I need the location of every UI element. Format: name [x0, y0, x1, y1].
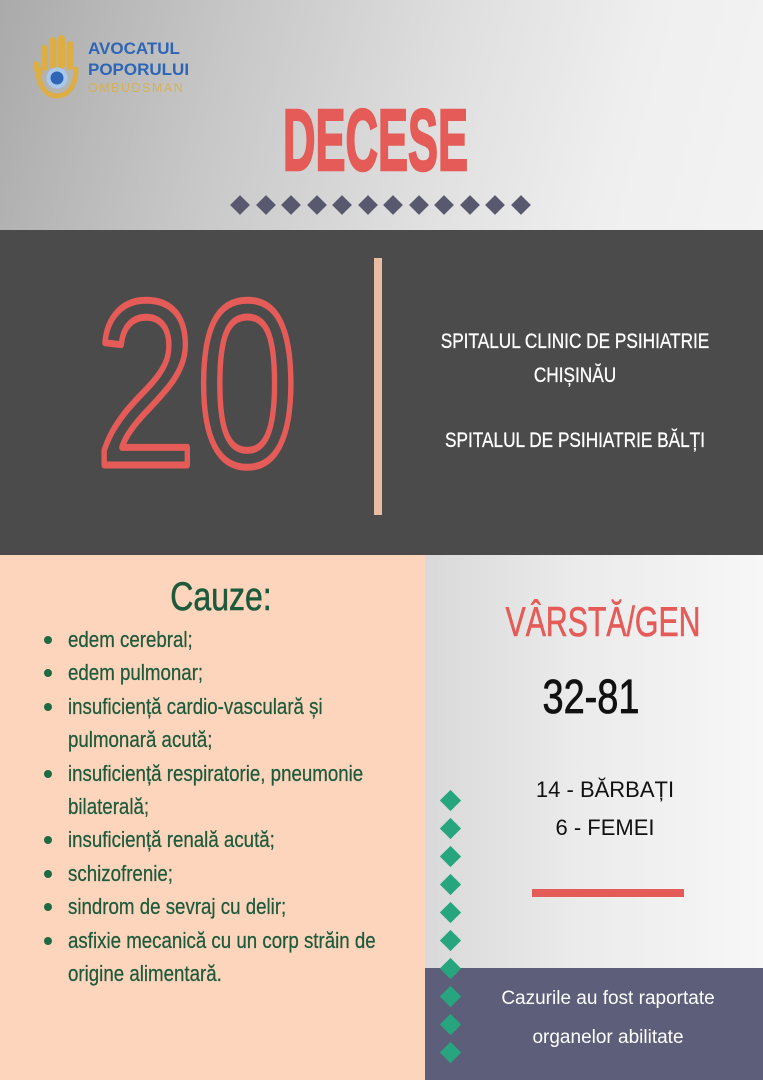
bullet-icon: [44, 836, 52, 844]
list-item: [40, 823, 455, 856]
list-item: [40, 656, 455, 689]
causes-list: [40, 623, 455, 990]
logo-wordmark: [88, 38, 189, 96]
diamond-icon: [511, 195, 531, 215]
gender-breakdown: [450, 771, 760, 847]
diamond-icon: [440, 790, 461, 811]
bullet-icon: [44, 770, 52, 778]
reporting-note: Cazurile au fost raportate organelor abilitate: [501, 988, 715, 1048]
causes-heading: Cauze:: [170, 575, 272, 619]
vertical-divider: [374, 258, 382, 515]
women-count: 6 - FEMEI: [555, 815, 655, 840]
death-count: 20: [95, 252, 298, 516]
bullet-icon: [44, 669, 52, 677]
diamond-icon: [358, 195, 378, 215]
accent-underline: [532, 889, 684, 897]
hospital-name-chisinau: SPITALUL CLINIC DE PSIHIATRIE CHIȘINĂU: [440, 330, 710, 387]
bullet-icon: [44, 636, 52, 644]
cause-text: edem cerebral;: [68, 627, 193, 652]
list-item: [40, 857, 455, 890]
reporting-note-box: [425, 968, 763, 1080]
diamond-icon: [440, 958, 461, 979]
logo-line-ombudsman: OMBUDSMAN: [88, 81, 185, 95]
cause-text: schizofrenie;: [68, 860, 173, 886]
diamond-icon: [383, 195, 403, 215]
logo-line-poporului: POPORULUI: [88, 60, 190, 79]
title-graphic: [0, 90, 763, 190]
diamond-icon: [460, 195, 480, 215]
header-band: [0, 0, 763, 230]
diamond-icon: [485, 195, 505, 215]
diamond-icon: [440, 986, 461, 1007]
bullet-icon: [44, 903, 52, 911]
diamond-icon: [281, 195, 301, 215]
death-count-graphic: [90, 252, 305, 516]
cause-text: insuficiență cardio-vasculară și pulmonară acută;: [68, 693, 323, 753]
diamond-icon: [440, 846, 461, 867]
diamond-icon: [256, 195, 276, 215]
diamond-icon: [230, 195, 250, 215]
cause-text: insuficiență respiratorie, pneumonie bilaterală;: [68, 760, 364, 820]
hospital-name-balti: SPITALUL DE PSIHIATRIE BĂLȚI: [445, 429, 705, 452]
men-count: 14 - BĂRBAȚI: [535, 777, 675, 802]
page-title: DECESE: [283, 92, 468, 189]
diamond-icon: [440, 874, 461, 895]
cause-text: insuficiență renală acută;: [68, 827, 275, 853]
cause-text: sindrom de sevraj cu delir;: [68, 894, 287, 920]
diamond-icon: [440, 1042, 461, 1063]
logo-line-avocatul: AVOCATUL: [88, 39, 180, 58]
diamond-icon: [307, 195, 327, 215]
bullet-icon: [44, 937, 52, 945]
list-item: [40, 890, 455, 923]
diamond-icon: [409, 195, 429, 215]
age-gender-heading: VÂRSTĂ/GEN: [505, 598, 701, 645]
deaths-summary-band: [0, 230, 763, 555]
diamond-divider: [230, 195, 531, 215]
diamond-icon: [440, 930, 461, 951]
diamond-icon: [440, 1014, 461, 1035]
cause-text: edem pulmonar;: [68, 660, 204, 686]
causes-panel: [0, 555, 425, 1080]
diamond-icon: [440, 818, 461, 839]
diamond-icon: [440, 902, 461, 923]
age-range: 32-81: [542, 671, 640, 724]
list-item: [40, 757, 455, 824]
bullet-icon: [44, 870, 52, 878]
hospital-list: [390, 325, 760, 458]
list-item: [40, 690, 455, 757]
diamond-icon: [332, 195, 352, 215]
diamond-column: [440, 790, 461, 1063]
bullet-icon: [44, 703, 52, 711]
cause-text: asfixie mecanică cu un corp străin de origine alimentară.: [68, 927, 376, 987]
list-item: [40, 623, 455, 656]
diamond-icon: [434, 195, 454, 215]
age-gender-panel: [425, 555, 763, 968]
list-item: [40, 924, 455, 991]
